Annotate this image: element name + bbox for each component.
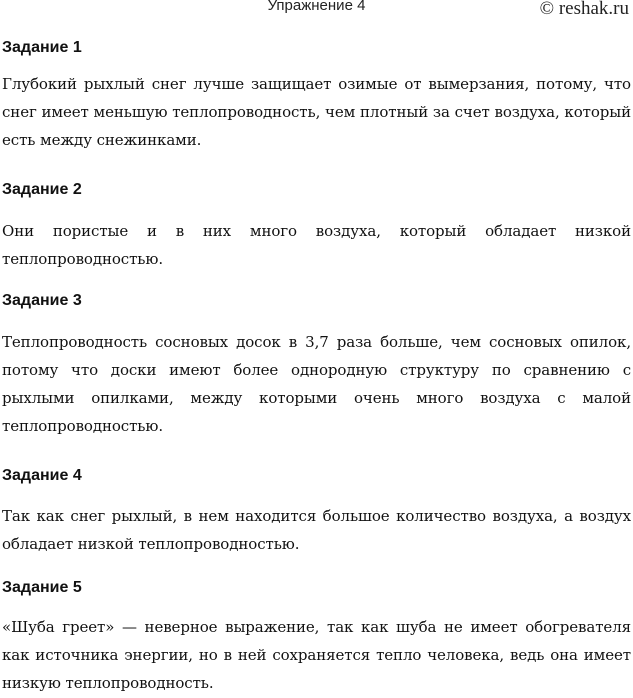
task-3-title: Задание 3	[2, 292, 82, 309]
task-1-title: Задание 1	[2, 39, 82, 56]
task-5-text: «Шуба греет» — неверное выражение, так как шуба не имеет обогревателя как источника энергии, но в ней сохраняется тепло человека, ведь она имеет низкую теплопроводность.	[2, 618, 631, 692]
task-4-title: Задание 4	[2, 467, 82, 484]
task-3-text: Теплопроводность сосновых досок в 3,7 раза больше, чем сосновых опилок, потому что доски имеют более однородную структуру по сравнению с рыхлыми опилками, между которыми очень много воздуха с малой теплопроводностью.	[2, 333, 631, 435]
task-2-text: Они пористые и в них много воздуха, который обладает низкой теплопроводностью.	[2, 222, 631, 268]
task-4-text: Так как снег рыхлый, в нем находится большое количество воздуха, а воздух обладает низкой теплопроводностью.	[2, 507, 631, 553]
watermark: © reshak.ru	[539, 0, 629, 19]
task-1-text: Глубокий рыхлый снег лучше защищает озимые от вымерзания, потому, что снег имеет меньшую теплопроводность, чем плотный за счет воздуха, который есть между снежинками.	[2, 75, 631, 149]
task-3	[2, 291, 631, 440]
task-2-title: Задание 2	[2, 181, 82, 198]
task-2	[2, 180, 631, 273]
task-5-title: Задание 5	[2, 579, 82, 596]
task-1	[2, 38, 631, 154]
task-5	[2, 578, 631, 697]
exercise-title: Упражнение 4	[267, 0, 366, 14]
task-4	[2, 466, 631, 558]
